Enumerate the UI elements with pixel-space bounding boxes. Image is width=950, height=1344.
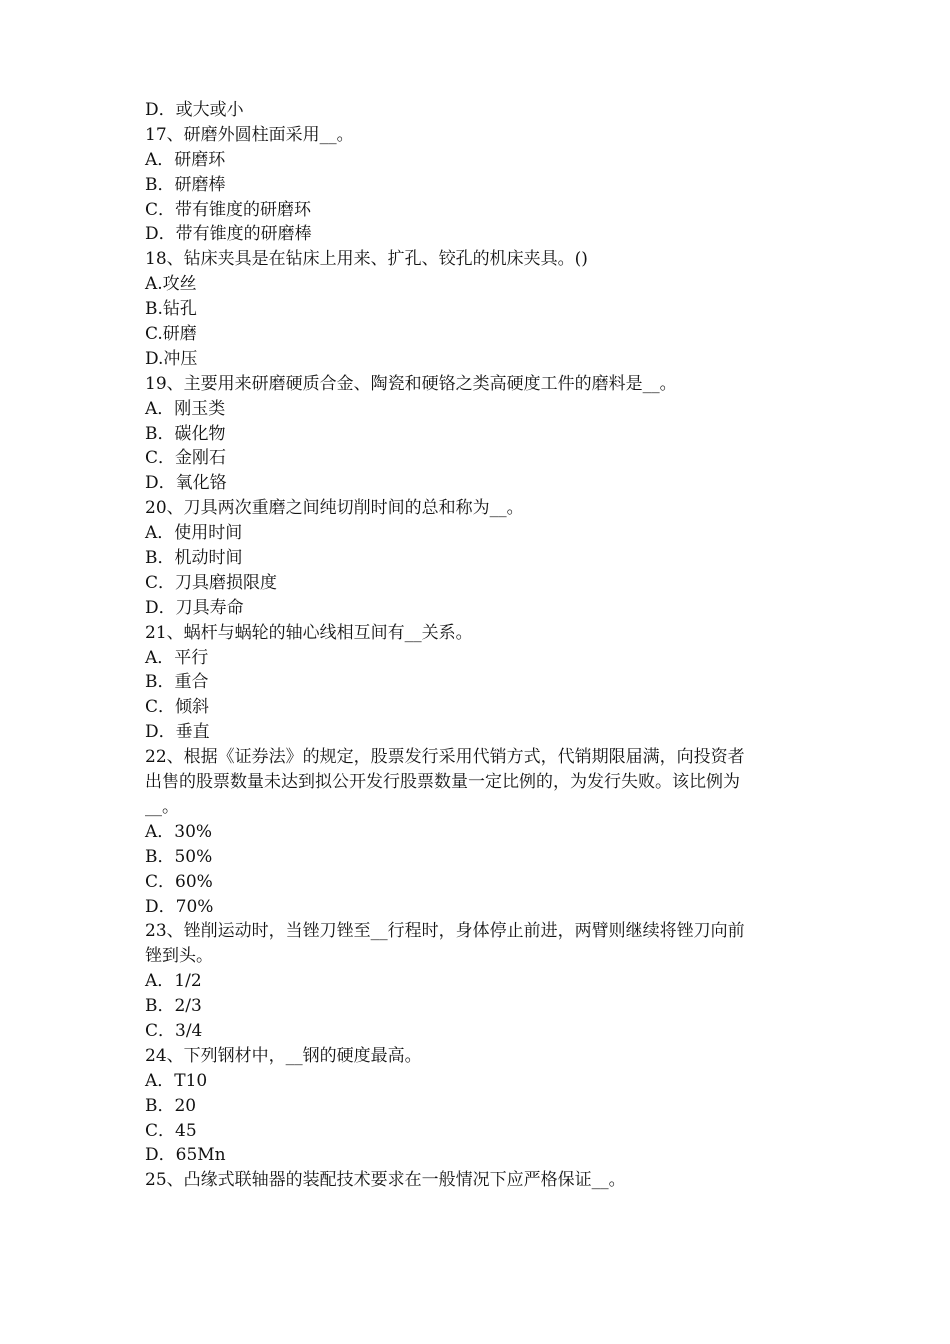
option-d-q16: D．或大或小	[145, 100, 244, 120]
question-19: 19、主要用来研磨硬质合金、陶瓷和硬铬之类高硬度工件的磨料是__。	[145, 373, 677, 394]
option-c-q17: C．带有锥度的研磨环	[145, 199, 312, 220]
option-d-q20: D．刀具寿命	[145, 597, 244, 618]
question-17: 17、研磨外圆柱面采用__。	[145, 124, 354, 145]
option-d-q18: D.冲压	[145, 348, 198, 369]
question-18: 18、钻床夹具是在钻床上用来、扩孔、铰孔的机床夹具。()	[145, 249, 588, 270]
option-d-q24: D．65Mn	[145, 1145, 226, 1166]
option-b-q20: B．机动时间	[145, 548, 243, 569]
option-d-q19: D．氧化铬	[145, 473, 227, 494]
option-b-q24: B．20	[145, 1095, 197, 1116]
option-b-q19: B．碳化物	[145, 423, 226, 444]
option-c-q18: C.研磨	[145, 324, 197, 345]
question-24: 24、下列钢材中，__钢的硬度最高。	[145, 1045, 422, 1066]
option-a-q22: A．30%	[145, 821, 213, 842]
option-a-q21: A．平行	[145, 647, 209, 668]
option-d-q17: D．带有锥度的研磨棒	[145, 224, 312, 245]
option-c-q23: C．3/4	[145, 1020, 203, 1041]
option-a-q20: A．使用时间	[145, 523, 243, 544]
option-c-q19: C．金刚石	[145, 448, 227, 469]
option-b-q17: B．研磨棒	[145, 174, 226, 195]
option-d-q22: D．70%	[145, 896, 214, 917]
question-25: 25、凸缘式联轴器的装配技术要求在一般情况下应严格保证__。	[145, 1170, 626, 1191]
question-23-line-1: 23、锉削运动时，当锉刀锉至__行程时，身体停止前进，两臂则继续将锉刀向前	[145, 921, 745, 942]
option-c-q22: C．60%	[145, 871, 213, 892]
question-22-line-1: 22、根据《证券法》的规定，股票发行采用代销方式，代销期限届满，向投资者	[145, 747, 745, 768]
option-c-q20: C．刀具磨损限度	[145, 572, 278, 593]
question-22-line-2: 出售的股票数量未达到拟公开发行股票数量一定比例的，为发行失败。该比例为	[145, 772, 740, 793]
question-20: 20、刀具两次重磨之间纯切削时间的总和称为__。	[145, 498, 524, 519]
question-23-line-2: 锉到头。	[145, 946, 213, 967]
option-c-q21: C．倾斜	[145, 697, 210, 718]
option-b-q21: B．重合	[145, 672, 209, 693]
question-21: 21、蜗杆与蜗轮的轴心线相互间有__关系。	[145, 622, 473, 643]
option-a-q18: A.攻丝	[145, 274, 197, 295]
option-b-q22: B．50%	[145, 846, 213, 867]
option-b-q23: B．2/3	[145, 996, 202, 1017]
option-b-q18: B.钻孔	[145, 299, 197, 320]
option-a-q24: A．T10	[145, 1070, 208, 1091]
option-c-q24: C．45	[145, 1120, 197, 1141]
question-22-line-3: __。	[145, 796, 179, 817]
option-a-q23: A．1/2	[145, 971, 202, 992]
option-d-q21: D．垂直	[145, 722, 210, 743]
option-a-q17: A．研磨环	[145, 149, 226, 170]
document-body	[145, 98, 825, 1193]
option-a-q19: A．刚玉类	[145, 398, 226, 419]
